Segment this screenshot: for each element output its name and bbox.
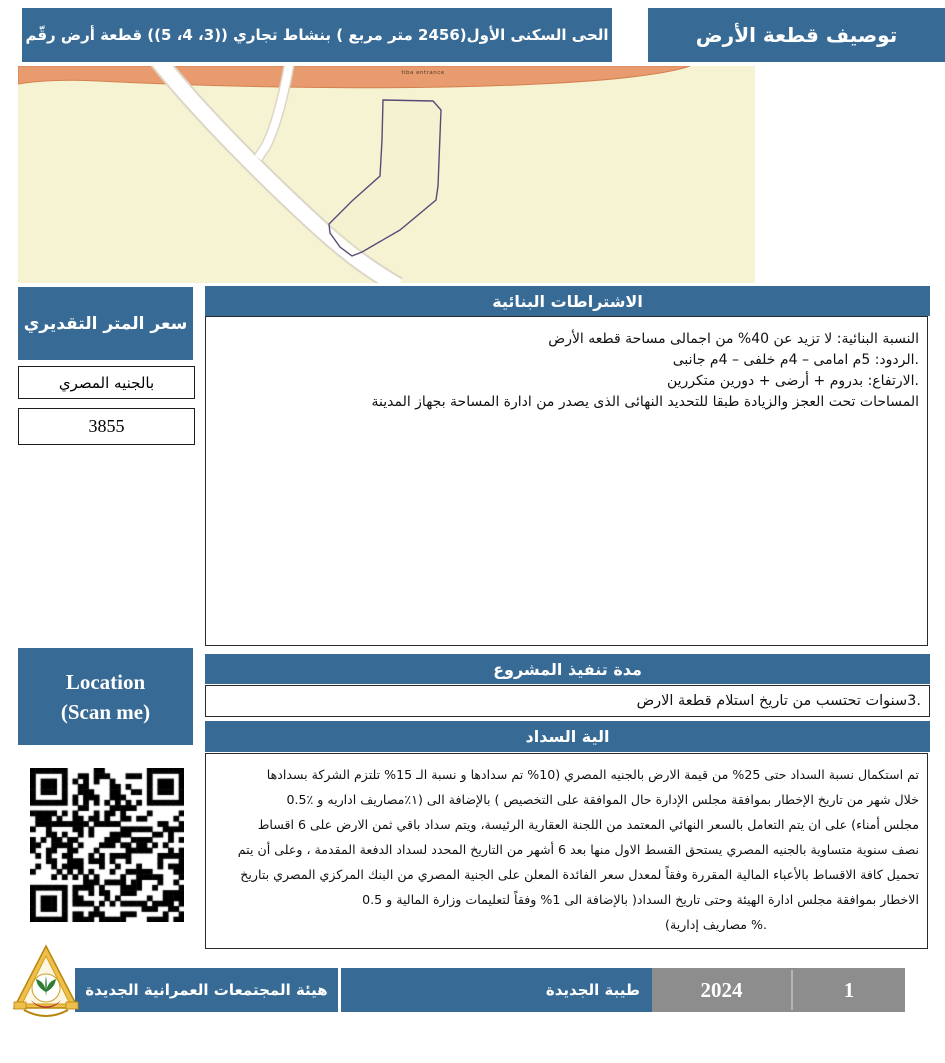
price-title: سعر المتر التقديري: [23, 313, 188, 334]
building-requirements-title: الاشتراطات البنائية: [492, 291, 643, 311]
map-entrance-label: tiba entrance: [401, 70, 445, 76]
footer-year: 2024: [700, 977, 743, 1002]
header-subtitle-box: [22, 8, 612, 62]
page-title-box: [648, 8, 945, 62]
payment-line: خلال شهر من تاريخ الإخطار بموافقة مجلس الإدارة حال الموافقة على التخصيص ) بالإضافة الى (١٪مصاريف اداريه و ٪0.5: [286, 792, 919, 807]
project-duration-box: [205, 685, 930, 717]
payment-method-box: [205, 753, 928, 949]
plot-boundary-outline: [329, 100, 441, 256]
footer-authority-bar: [75, 968, 652, 1012]
building-requirements-box: [205, 316, 928, 646]
price-currency-label: بالجنيه المصري: [58, 373, 155, 392]
map-graphic: [18, 66, 755, 283]
building-requirements-header: [205, 286, 930, 316]
location-qr-code: [30, 768, 184, 922]
price-currency-box: [18, 366, 195, 399]
map-road-band: [18, 66, 690, 88]
payment-line: تم استكمال نسبة السداد حتى 25% من قيمة الارض بالجنيه المصري (10% تم سدادها و نسبة الـ 15% تلتزم الشركة بسدادها: [266, 767, 919, 782]
project-duration-title: مدة تنفيذ المشروع: [493, 659, 642, 679]
payment-line: مجلس أمناء) على ان يتم التعامل بالسعر النهائي المعتمد من اللجنة العقارية الرئيسة، ويتم سداد باقي ثمن الارض على 6 اقساط: [257, 817, 919, 832]
project-duration-value: .3سنوات تحتسب من تاريخ استلام قطعة الارض: [636, 693, 921, 709]
plot-location-map: [18, 66, 755, 283]
location-label: Location: [65, 669, 146, 694]
location-scan-box: [18, 648, 193, 745]
payment-line: تحميل كافة الاقساط بالأعباء المالية المقررة وفقاً لمعدل سعر الفائدة المعلن على الجنية المصري من البنك المركزي المصري بتاريخ: [240, 867, 919, 882]
footer-year-page-bar: [652, 968, 905, 1012]
payment-method-title: الية السداد: [525, 727, 610, 746]
price-value-box: [18, 408, 195, 445]
payment-method-header: [205, 721, 930, 752]
footer-page-number: 1: [843, 977, 855, 1002]
header-subtitle: الحى السكنى الأول(2456 متر مربع ) بنشاط تجاري ((3، 4، 5)) قطعة أرض رقّم: [25, 26, 609, 44]
building-rule-areas: المساحات تحت العجز والزيادة طبقا للتحديد النهائى الذى يصدر من ادارة المساحة بجهاز المدينة: [371, 394, 919, 410]
price-title-box: [18, 287, 193, 360]
scan-me-label: (Scan me): [60, 699, 151, 724]
payment-line: .% مصاريف إدارية): [665, 917, 767, 932]
footer-authority-name: هيئة المجتمعات العمرانية الجديدة: [85, 981, 328, 999]
page-title: توصيف قطعة الأرض: [695, 23, 898, 47]
building-rule-ratio: النسبة البنائية: لا تزيد عن 40% من اجمالى مساحة قطعه الأرض: [548, 331, 919, 347]
project-duration-header: [205, 654, 930, 684]
building-rule-setbacks: .الردود: 5م امامى – 4م خلفى – 4م جانبى: [672, 352, 919, 368]
building-rule-height: .الارتفاع: بدروم + أرضى + دورين متكررين: [666, 373, 919, 389]
authority-logo: [12, 944, 80, 1028]
payment-line: الاخطار بموافقة مجلس ادارة الهيئة وحتى تاريخ السداد( بالإضافة الى 1% وفقاً لتعليمات وزارة المالية و 0.5: [362, 892, 919, 907]
payment-line: نصف سنوية متساوية بالجنيه المصري يستحق القسط الاول منها بعد 6 أشهر من التاريخ المحدد لسداد الدفعة المقدمة ، وعلى أن يتم: [237, 842, 919, 857]
footer-city-name: طيبة الجديدة: [545, 981, 640, 999]
price-per-meter-value: 3855: [88, 416, 125, 436]
